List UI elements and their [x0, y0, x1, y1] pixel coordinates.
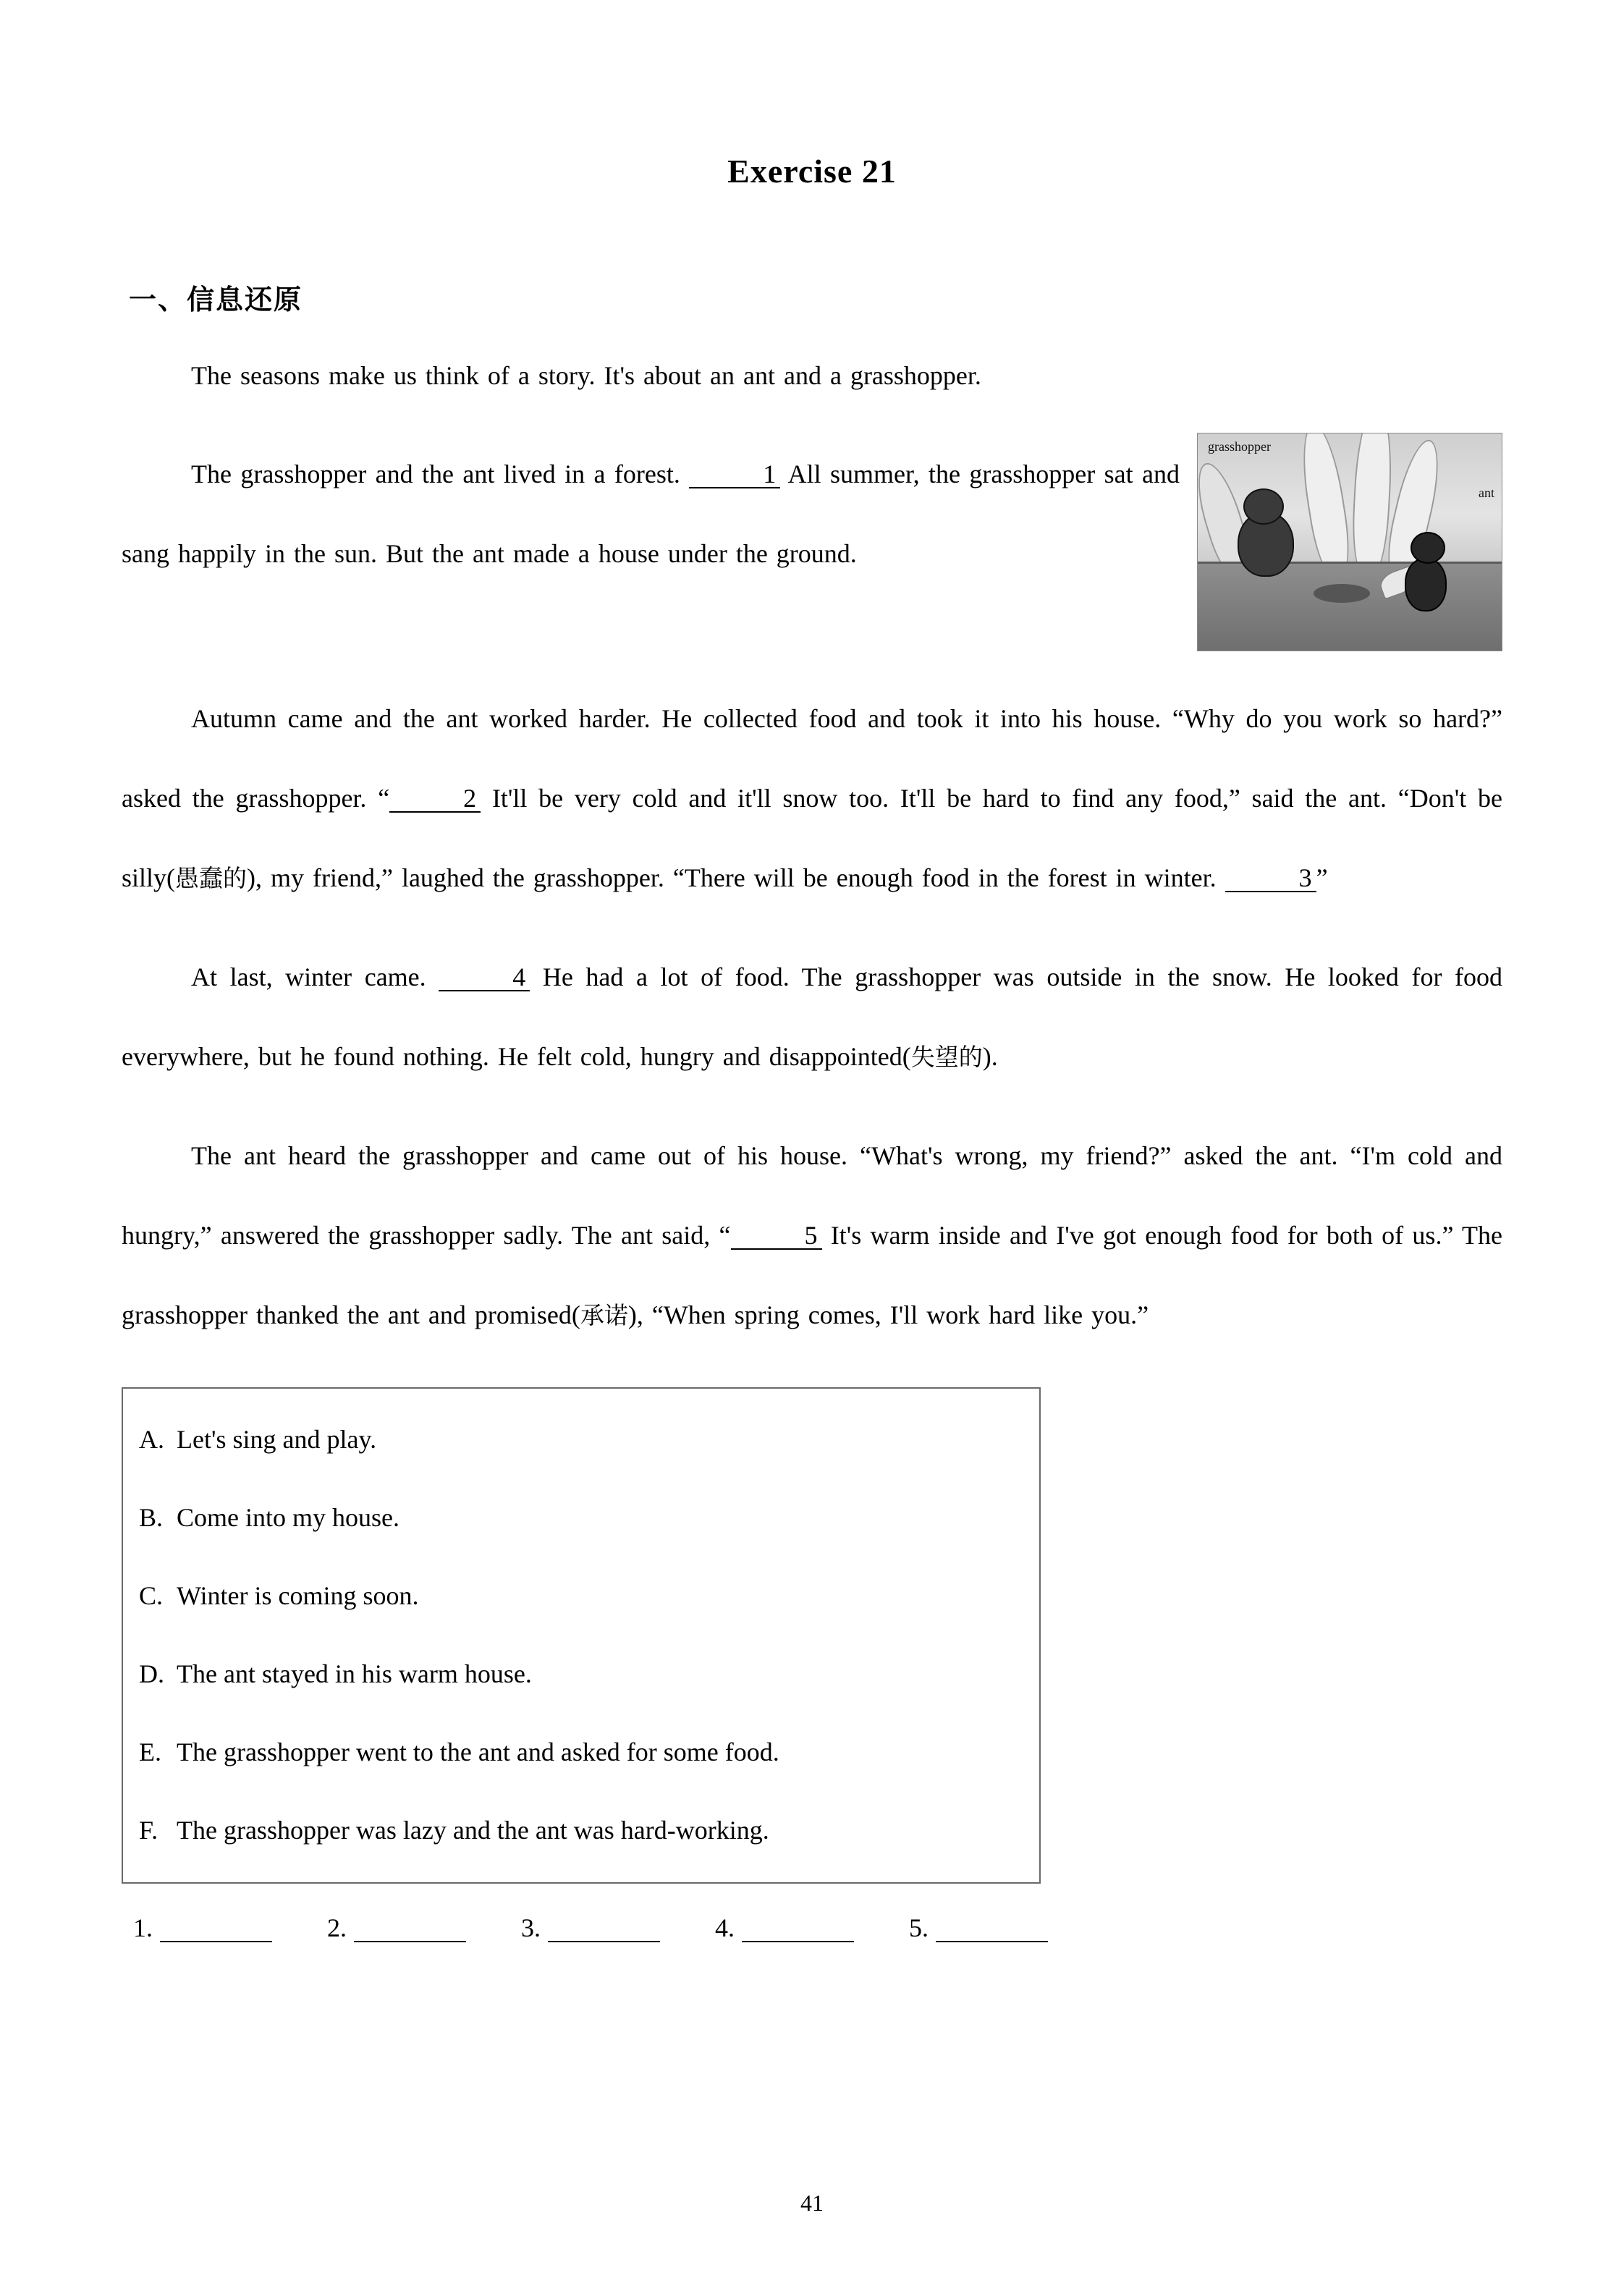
answer-blank-5[interactable]: 5: [731, 1222, 822, 1250]
passage-paragraph-4: [122, 937, 1502, 1097]
answer-slot-4-input[interactable]: [742, 1913, 854, 1942]
section-heading: 一、信息还原: [129, 284, 303, 316]
option-a-letter: A.: [139, 1425, 164, 1454]
passage-text-4b: He had a lot of food. The grasshopper was outside in the snow. He looked for food everywhere, but he found nothing. He felt cold, hungry and disappointed(: [122, 962, 1503, 1071]
answer-slot-2-label: 2.: [327, 1913, 347, 1942]
option-f-text: The grasshopper was lazy and the ant was hard-working.: [177, 1816, 769, 1845]
options-box: [122, 1387, 1041, 1884]
passage-text-3a: Autumn came and the ant worked harder. He collected food and took it into his house. “Why do you work so hard?” asked the grasshopper. “: [122, 704, 1502, 813]
answer-row: [133, 1913, 1502, 1943]
option-d[interactable]: [139, 1635, 1023, 1713]
answer-blank-1[interactable]: 1: [689, 461, 780, 488]
answer-slot-5-label: 5.: [909, 1913, 929, 1942]
option-b-letter: B.: [139, 1503, 164, 1532]
passage-text-5a: The ant heard the grasshopper and came out of his house. “What's wrong, my friend?” asked the ant. “I'm cold and hungry,” answered the grasshopper sadly. The ant said, “: [122, 1141, 1502, 1250]
passage-text-5c: ), “When spring comes, I'll work hard like you.”: [627, 1300, 1149, 1329]
passage-text-3b: It'll be very cold and it'll snow too. It'll be hard to find any food,” said the ant. “Don't be silly(: [122, 784, 1502, 892]
page-number: 41: [800, 2190, 824, 2216]
option-c-letter: C.: [139, 1581, 164, 1610]
passage-paragraph-1: [122, 336, 1502, 415]
answer-slot-3-input[interactable]: [548, 1913, 660, 1942]
passage-text-2a: The grasshopper and the ant lived in a forest.: [191, 460, 680, 488]
answer-slot-3-label: 3.: [521, 1913, 541, 1942]
gloss-chengnuo: 承诺: [580, 1301, 628, 1329]
option-b[interactable]: [139, 1478, 1023, 1557]
answer-slot-4: [715, 1913, 854, 1943]
ant-head-icon: [1411, 532, 1445, 564]
passage-paragraph-5: [122, 1116, 1502, 1355]
passage-text-3c: ), my friend,” laughed the grasshopper. “There will be enough food in the forest in winter.: [247, 863, 1217, 892]
option-f[interactable]: [139, 1791, 1023, 1869]
answer-slot-2-input[interactable]: [354, 1913, 466, 1942]
figure-label-ant: ant: [1479, 486, 1494, 500]
passage-paragraph-3: [122, 679, 1502, 918]
passage-text-1: The seasons make us think of a story. It's about an ant and a grasshopper.: [191, 361, 981, 390]
option-e-text: The grasshopper went to the ant and asked for some food.: [177, 1737, 779, 1766]
option-d-letter: D.: [139, 1659, 164, 1688]
story-illustration: [1197, 433, 1502, 651]
option-e-letter: E.: [139, 1737, 161, 1766]
passage-text-2b: All summer, the grasshopper sat and sang happily in the sun. But the ant made a house under the ground.: [122, 460, 1180, 568]
passage-text-5b: It's warm inside and I've got enough food for both of us.” The grasshopper thanked the ant and promised(: [122, 1221, 1503, 1329]
passage-text-4a: At last, winter came.: [191, 962, 426, 991]
figure-label-grasshopper: grasshopper: [1208, 439, 1271, 454]
answer-blank-4[interactable]: 4: [439, 964, 530, 991]
option-e[interactable]: [139, 1713, 1023, 1791]
answer-slot-1: [133, 1913, 272, 1943]
answer-blank-2[interactable]: 2: [389, 785, 481, 813]
answer-slot-3: [521, 1913, 660, 1943]
option-c[interactable]: [139, 1557, 1023, 1635]
answer-blank-3[interactable]: 3: [1225, 865, 1316, 892]
passage-text-3d: ”: [1316, 863, 1328, 892]
answer-slot-4-label: 4.: [715, 1913, 735, 1942]
answer-slot-5-input[interactable]: [936, 1913, 1048, 1942]
page-title: Exercise 21: [727, 153, 897, 190]
option-a-text: Let's sing and play.: [177, 1425, 377, 1454]
grasshopper-head-icon: [1243, 488, 1284, 525]
ant-icon: [1405, 558, 1447, 611]
answer-slot-2: [327, 1913, 466, 1943]
answer-slot-1-label: 1.: [133, 1913, 153, 1942]
option-b-text: Come into my house.: [177, 1503, 399, 1532]
answer-slot-1-input[interactable]: [160, 1913, 272, 1942]
passage-text-4c: ).: [982, 1042, 998, 1071]
gloss-yuchun: 愚蠢的: [175, 864, 248, 892]
illustration-ground: [1198, 562, 1502, 651]
option-d-text: The ant stayed in his warm house.: [177, 1659, 532, 1688]
option-a[interactable]: [139, 1400, 1023, 1478]
gloss-shiwang: 失望的: [910, 1043, 983, 1071]
answer-slot-5: [909, 1913, 1048, 1943]
option-f-letter: F.: [139, 1816, 158, 1845]
ant-hole-icon: [1314, 584, 1370, 603]
option-c-text: Winter is coming soon.: [177, 1581, 419, 1610]
